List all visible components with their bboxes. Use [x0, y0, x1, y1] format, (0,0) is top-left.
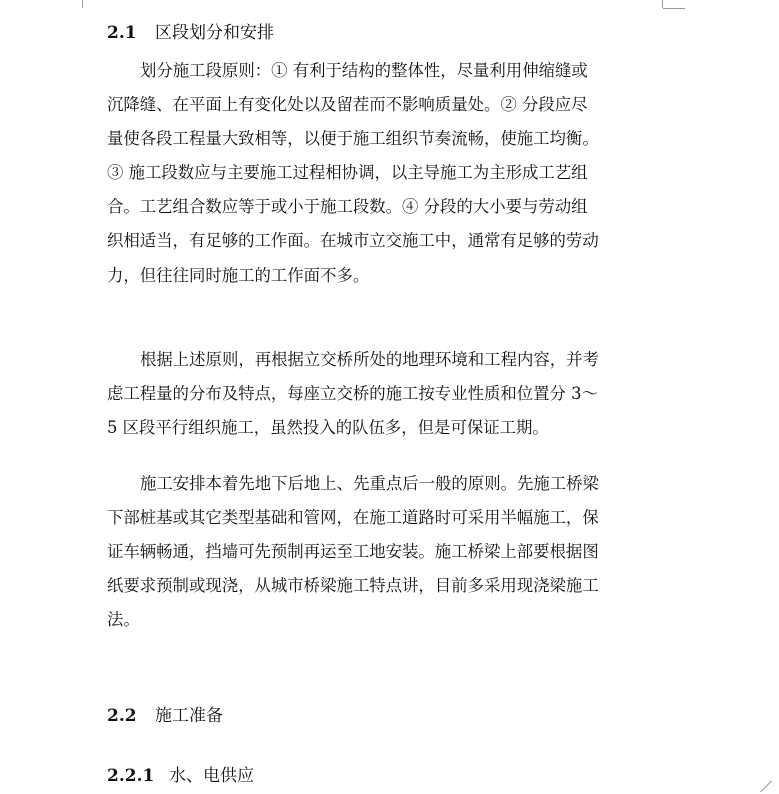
text-line: 沉降缝、在平面上有变化处以及留茬而不影响质量处。② 分段应尽 [107, 95, 588, 115]
text-line: 5 区段平行组织施工，虽然投入的队伍多，但是可保证工期。 [107, 418, 549, 438]
text-line: 施工安排本着先地下后地上、先重点后一般的原则。先施工桥梁 [140, 474, 599, 493]
section-number: 2.1 [107, 23, 137, 43]
paragraph-section-arrangement [107, 343, 659, 445]
text-line: 证车辆畅通，挡墙可先预制再运至工地安装。施工桥梁上部要根据图 [107, 542, 599, 562]
text-line: 织相适当，有足够的工作面。在城市立交施工中，通常有足够的劳动 [107, 231, 599, 251]
section-title: 施工准备 [155, 706, 223, 726]
text-line: 力，但往往同时施工的工作面不多。 [107, 265, 370, 285]
crop-mark-bottom-right-diagonal [760, 780, 772, 792]
text-line: 下部桩基或其它类型基础和管网，在施工道路时可采用半幅施工，保 [107, 508, 599, 528]
text-line: 合。工艺组合数应等于或小于施工段数。④ 分段的大小要与劳动组 [107, 197, 588, 217]
crop-mark-top-left-vertical [82, 0, 83, 8]
section-number: 2.2 [107, 706, 137, 726]
text-line: 法。 [107, 610, 140, 630]
crop-mark-top-right-vertical [662, 0, 663, 8]
crop-mark-top-right-horizontal [663, 8, 685, 9]
text-line: 量使各段工程量大致相等，以便于施工组织节奏流畅，使施工均衡。 [107, 129, 599, 149]
section-heading-2-1 [107, 18, 274, 43]
text-line: ③ 施工段数应与主要施工过程相协调，以主导施工为主形成工艺组 [107, 163, 588, 183]
section-title: 水、电供应 [169, 766, 254, 786]
text-line: 根据上述原则，再根据立交桥所处的地理环境和工程内容，并考 [140, 350, 599, 369]
paragraph-division-principles [107, 54, 659, 293]
section-title: 区段划分和安排 [155, 23, 274, 43]
paragraph-construction-arrangement [107, 467, 659, 637]
text-line: 划分施工段原则：① 有利于结构的整体性，尽量利用伸缩缝或 [140, 61, 588, 80]
section-heading-2-2 [107, 701, 223, 726]
text-line: 纸要求预制或现浇，从城市桥梁施工特点讲，目前多采用现浇梁施工 [107, 576, 599, 596]
section-number: 2.2.1 [107, 766, 155, 786]
section-heading-2-2-1 [107, 761, 254, 786]
text-line: 虑工程量的分布及特点，每座立交桥的施工按专业性质和位置分 3～ [107, 384, 598, 404]
